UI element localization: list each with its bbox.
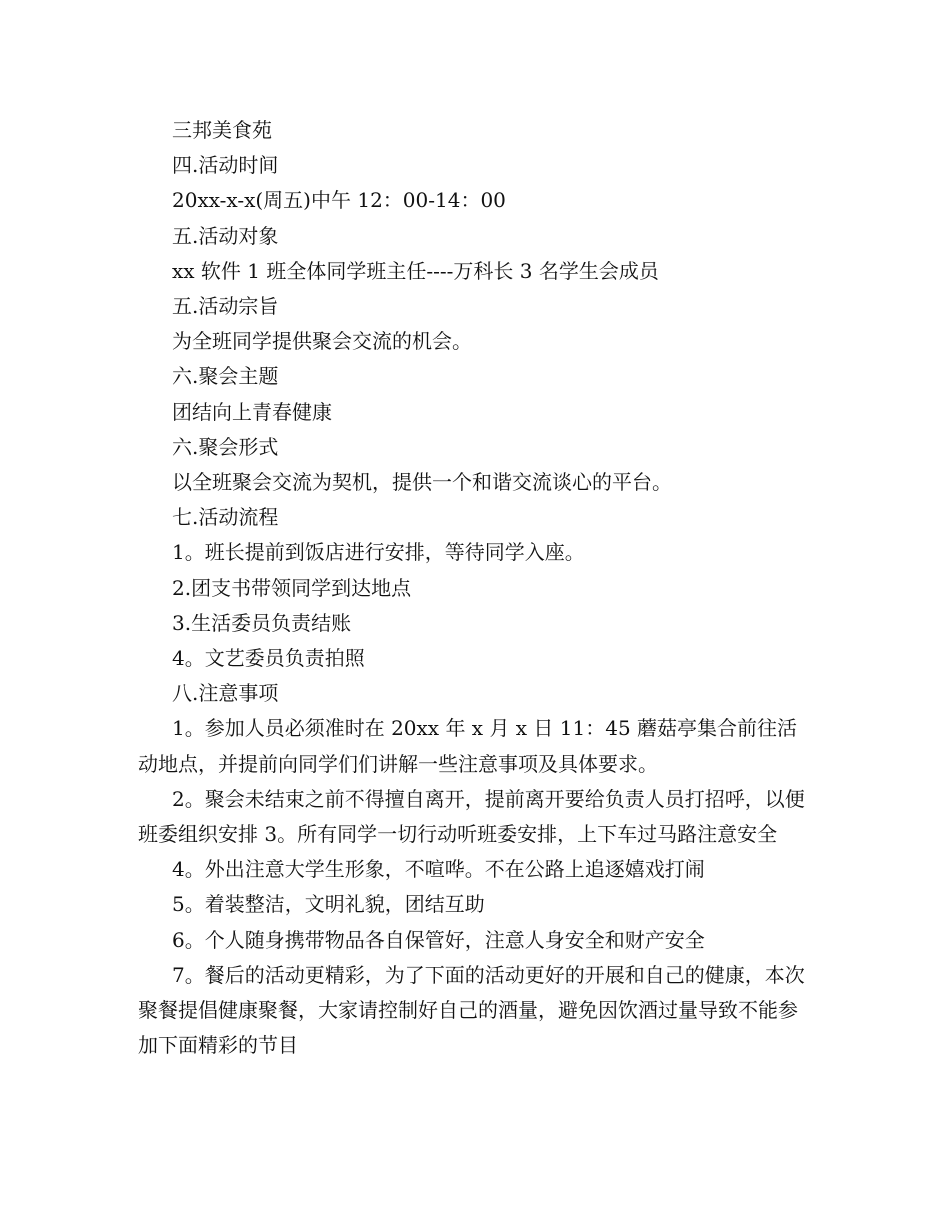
section-heading-process: 七.活动流程	[172, 505, 279, 530]
process-step: 1。班长提前到饭店进行安排，等待同学入座。	[172, 540, 585, 565]
notice-paragraph: 2。聚会未结束之前不得擅自离开，提前离开要给负责人员打招呼，以便班委组织安排 3。所有同学一切行动听班委安排，上下车过马路注意安全	[138, 786, 805, 847]
venue-name: 三邦美食苑	[172, 118, 272, 142]
notice-paragraph: 5。着装整洁，文明礼貌，团结互助	[172, 892, 485, 917]
process-step: 4。文艺委员负责拍照	[172, 646, 365, 671]
event-time: 20xx-x-x(周五)中午 12：00-14：00	[172, 188, 506, 213]
section-heading-format: 六.聚会形式	[172, 434, 279, 459]
event-audience: xx 软件 1 班全体同学班主任----万科长 3 名学生会成员	[172, 258, 659, 283]
section-heading-theme: 六.聚会主题	[172, 364, 279, 389]
event-theme: 团结向上青春健康	[172, 399, 332, 424]
section-heading-time: 四.活动时间	[172, 153, 279, 178]
section-heading-purpose: 五.活动宗旨	[172, 294, 279, 319]
notice-paragraph: 4。外出注意大学生形象，不喧哗。不在公路上追逐嬉戏打闹	[172, 857, 705, 882]
process-step: 2.团支书带领同学到达地点	[172, 575, 412, 600]
notice-paragraph: 1。参加人员必须准时在 20xx 年 x 月 x 日 11：45 蘑菇亭集合前往活动地点，并提前向同学们们讲解一些注意事项及具体要求。	[138, 716, 798, 776]
process-step: 3.生活委员负责结账	[172, 610, 352, 635]
document-body	[138, 113, 814, 1063]
notice-paragraph: 6。个人随身携带物品各自保管好，注意人身安全和财产安全	[172, 927, 705, 952]
section-heading-audience: 五.活动对象	[172, 223, 279, 248]
notice-paragraph: 7。餐后的活动更精彩，为了下面的活动更好的开展和自己的健康，本次聚餐提倡健康聚餐，大家请控制好自己的酒量，避免因饮酒过量导致不能参加下面精彩的节目	[138, 962, 805, 1058]
event-purpose: 为全班同学提供聚会交流的机会。	[172, 329, 472, 354]
event-format: 以全班聚会交流为契机，提供一个和谐交流谈心的平台。	[172, 470, 672, 495]
section-heading-notes: 八.注意事项	[172, 681, 279, 706]
